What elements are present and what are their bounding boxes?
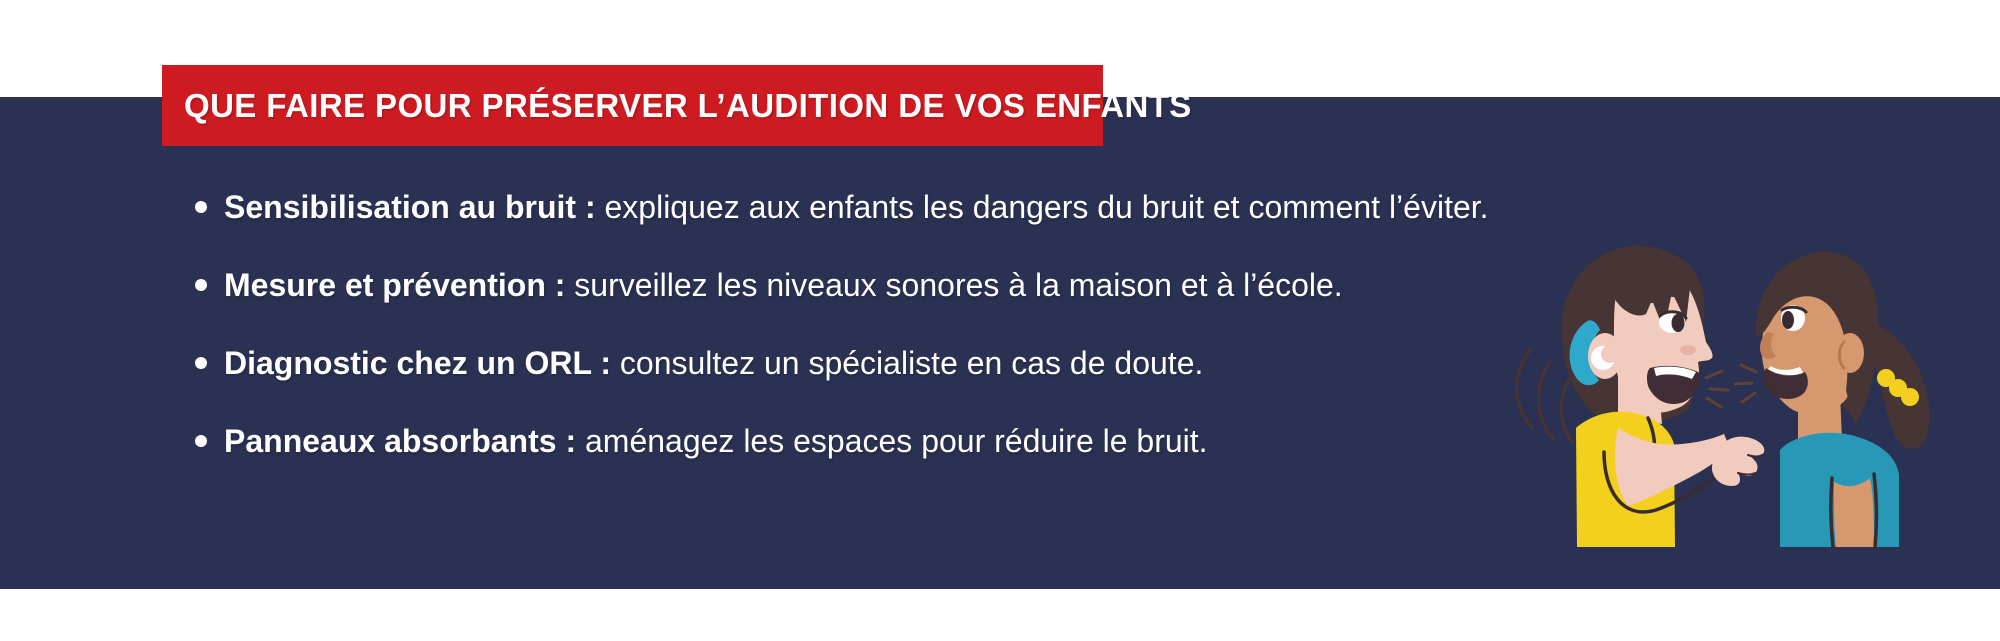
title-ribbon <box>162 65 1192 146</box>
boy-illustration <box>1517 246 1765 547</box>
list-item-lead: Sensibilisation au bruit : <box>224 188 596 225</box>
list-item-text <box>224 189 1489 226</box>
list-item <box>195 168 1489 246</box>
list-item-lead: Panneaux absorbants : <box>224 422 577 459</box>
bullet-dot-icon <box>195 357 207 369</box>
bullet-dot-icon <box>195 435 207 447</box>
list-item-body: consultez un spécialiste en cas de doute. <box>611 344 1204 381</box>
girl-speech-lines-icon <box>1735 365 1756 402</box>
page-title: QUE FAIRE POUR PRÉSERVER L’AUDITION DE VOS ENFANTS <box>184 86 1192 124</box>
list-item-text <box>224 423 1208 460</box>
list-item-body: surveillez les niveaux sonores à la maison et à l’école. <box>565 266 1343 303</box>
list-item <box>195 324 1489 402</box>
boy-pupil <box>1672 314 1685 332</box>
children-talking-illustration <box>1500 238 1930 548</box>
bullet-dot-icon <box>195 279 207 291</box>
girl-pupil <box>1782 311 1794 329</box>
bullet-dot-icon <box>195 201 207 213</box>
boy-ear-inner-fold <box>1601 345 1619 363</box>
list-item <box>195 402 1489 480</box>
list-item-lead: Diagnostic chez un ORL : <box>224 344 611 381</box>
list-item <box>195 246 1489 324</box>
list-item-text <box>224 345 1203 382</box>
list-item-body: aménagez les espaces pour réduire le bruit. <box>576 422 1208 459</box>
girl-arm <box>1834 478 1874 547</box>
list-item-body: expliquez aux enfants les dangers du bruit et comment l’éviter. <box>595 188 1489 225</box>
sound-waves-icon <box>1517 350 1572 442</box>
boy-blush <box>1680 345 1696 355</box>
girl-illustration <box>1735 252 1929 547</box>
advice-list <box>195 168 1489 480</box>
boy-speech-lines-icon <box>1706 371 1728 407</box>
list-item-lead: Mesure et prévention : <box>224 266 566 303</box>
list-item-text <box>224 267 1343 304</box>
